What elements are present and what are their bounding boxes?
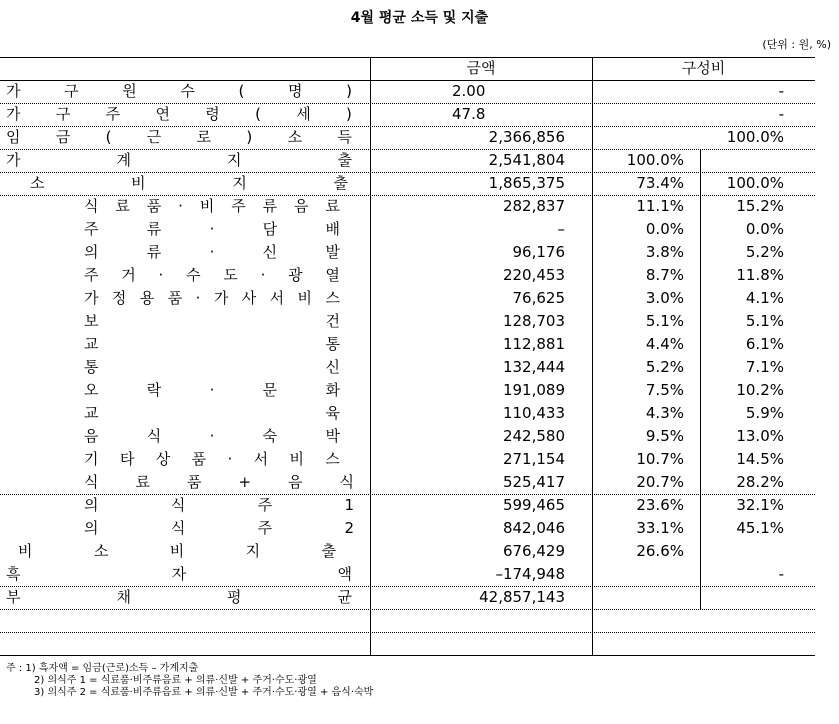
- table-row: [0, 540, 815, 563]
- ratio-household-cell: 7.5%: [645, 381, 684, 399]
- ratio-consumption-cell: 5.9%: [745, 404, 784, 422]
- row-label: 가 구 원 수 ( 명 ): [6, 82, 352, 100]
- ratio-consumption-cell: 0.0%: [745, 220, 784, 238]
- row-label: 의 식 주 1: [84, 496, 354, 514]
- row-label: 교 통: [84, 335, 340, 353]
- column-divider: [370, 57, 371, 655]
- amount-cell: 132,444: [502, 358, 565, 376]
- row-label: 의 류 · 신 발: [84, 243, 340, 261]
- amount-cell: 76,625: [512, 289, 565, 307]
- row-label: 가 구 주 연 령 ( 세 ): [6, 105, 352, 123]
- ratio-consumption-cell: -: [778, 82, 784, 100]
- ratio-consumption-cell: 5.2%: [745, 243, 784, 261]
- table-row: [0, 218, 815, 241]
- ratio-household-cell: 5.1%: [645, 312, 684, 330]
- ratio-consumption-cell: 14.5%: [736, 450, 784, 468]
- ratio-household-cell: 11.1%: [636, 197, 684, 215]
- ratio-household-cell: 5.2%: [645, 358, 684, 376]
- ratio-consumption-cell: -: [778, 565, 784, 583]
- amount-cell: 220,453: [502, 266, 565, 284]
- row-divider: [0, 80, 815, 81]
- row-divider: [0, 57, 815, 58]
- table-row: [0, 563, 815, 586]
- row-label: 주 류 · 담 배: [84, 220, 340, 238]
- amount-cell: 42,857,143: [479, 588, 565, 606]
- amount-cell: 676,429: [502, 542, 565, 560]
- amount-cell: 1,865,375: [488, 174, 565, 192]
- ratio-consumption-cell: 6.1%: [745, 335, 784, 353]
- row-label: 소 비 지 출: [30, 174, 348, 192]
- table-row: [0, 379, 815, 402]
- ratio-household-cell: [592, 103, 684, 126]
- amount-cell: 282,837: [502, 197, 565, 215]
- table-row: [0, 494, 815, 517]
- ratio-consumption-cell: 32.1%: [736, 496, 784, 514]
- ratio-household-cell: 4.3%: [645, 404, 684, 422]
- ratio-consumption-cell: [700, 586, 784, 609]
- table-row: [0, 149, 815, 172]
- header-ratio: 구성비: [681, 59, 726, 77]
- row-divider: [0, 609, 815, 610]
- ratio-consumption-cell: 7.1%: [745, 358, 784, 376]
- unit-note: (단위 : 원, %): [762, 38, 831, 51]
- ratio-household-cell: [592, 126, 684, 149]
- row-label: 보 건: [84, 312, 340, 330]
- amount-cell: 271,154: [502, 450, 565, 468]
- ratio-household-cell: 73.4%: [636, 174, 684, 192]
- row-label: 비 소 비 지 출: [18, 542, 336, 560]
- ratio-consumption-cell: 13.0%: [736, 427, 784, 445]
- row-label: 음 식 · 숙 박: [84, 427, 340, 445]
- ratio-consumption-cell: 11.8%: [736, 266, 784, 284]
- row-label: 오 락 · 문 화: [84, 381, 340, 399]
- row-label: 주 거 · 수 도 · 광 열: [84, 266, 340, 284]
- column-divider: [592, 57, 593, 655]
- ratio-household-cell: 3.8%: [645, 243, 684, 261]
- table-row: [0, 517, 815, 540]
- ratio-consumption-cell: -: [778, 105, 784, 123]
- row-label: 가 계 지 출: [6, 151, 352, 169]
- table-row: [0, 287, 815, 310]
- page-title: 4월 평균 소득 및 지출: [350, 10, 489, 26]
- amount-cell: 110,433: [502, 404, 565, 422]
- amount-cell: 2,366,856: [488, 128, 565, 146]
- row-label: 흑 자 액: [6, 565, 352, 583]
- ratio-consumption-cell: 15.2%: [736, 197, 784, 215]
- ratio-household-cell: 20.7%: [636, 473, 684, 491]
- row-label: 부 채 평 균: [6, 588, 352, 606]
- ratio-household-cell: 8.7%: [645, 266, 684, 284]
- amount-cell: 96,176: [512, 243, 565, 261]
- footnote-3: 3) 의식주 2 = 식료품·비주류음료 + 의류·신발 + 주거·수도·광열 + 음식·숙박: [34, 687, 374, 698]
- amount-cell: –174,948: [495, 565, 565, 583]
- amount-cell: 599,465: [502, 496, 565, 514]
- ratio-consumption-cell: 45.1%: [736, 519, 784, 537]
- ratio-household-cell: 26.6%: [636, 542, 684, 560]
- column-divider: [700, 149, 701, 609]
- table-row: [0, 195, 815, 218]
- ratio-household-cell: 100.0%: [626, 151, 684, 169]
- footnote-1: 주 : 1) 흑자액 = 임금(근로)소득 – 가계지출: [6, 663, 199, 674]
- amount-cell: 191,089: [502, 381, 565, 399]
- table-row: [0, 471, 815, 494]
- row-divider: [0, 149, 815, 150]
- table-row: [0, 356, 815, 379]
- row-label: 교 육: [84, 404, 340, 422]
- ratio-consumption-cell: [700, 540, 784, 563]
- row-label: 통 신: [84, 358, 340, 376]
- row-label: 가 정 용 품 · 가 사 서 비 스: [84, 289, 340, 307]
- header-amount: 금액: [466, 59, 496, 77]
- ratio-household-cell: 23.6%: [636, 496, 684, 514]
- ratio-consumption-cell: 5.1%: [745, 312, 784, 330]
- amount-cell: 842,046: [502, 519, 565, 537]
- amount-cell: –: [557, 220, 565, 238]
- row-label: 임 금 ( 근 로 ) 소 득: [6, 128, 352, 146]
- ratio-household-cell: 4.4%: [645, 335, 684, 353]
- ratio-consumption-cell: 10.2%: [736, 381, 784, 399]
- row-divider: [0, 172, 815, 173]
- table-row: [0, 586, 815, 609]
- ratio-household-cell: 33.1%: [636, 519, 684, 537]
- row-divider: [0, 655, 815, 656]
- amount-cell: 112,881: [502, 335, 565, 353]
- table-row: [0, 402, 815, 425]
- amount-cell: 2,541,804: [488, 151, 565, 169]
- table-row: [0, 333, 815, 356]
- row-divider: [0, 195, 815, 196]
- ratio-consumption-cell: 28.2%: [736, 473, 784, 491]
- ratio-consumption-cell: 100.0%: [726, 128, 784, 146]
- ratio-household-cell: [592, 586, 684, 609]
- table-row: [0, 172, 815, 195]
- row-divider: [0, 126, 815, 127]
- ratio-household-cell: [592, 563, 684, 586]
- ratio-household-cell: 9.5%: [645, 427, 684, 445]
- footnotes: [6, 663, 373, 699]
- row-divider: [0, 494, 815, 495]
- row-divider: [0, 586, 815, 587]
- amount-cell: 242,580: [502, 427, 565, 445]
- amount-cell: 47.8: [452, 105, 486, 123]
- amount-cell: 128,703: [502, 312, 565, 330]
- row-label: 기 타 상 품 · 서 비 스: [84, 450, 340, 468]
- ratio-consumption-cell: 100.0%: [726, 174, 784, 192]
- row-label: 식 료 품 + 음 식: [84, 473, 354, 491]
- table-row: [0, 264, 815, 287]
- row-divider: [0, 632, 815, 633]
- table-row: [0, 448, 815, 471]
- ratio-household-cell: 0.0%: [645, 220, 684, 238]
- footnote-2: 2) 의식주 1 = 식료품·비주류음료 + 의류·신발 + 주거·수도·광열: [34, 675, 317, 686]
- row-divider: [0, 103, 815, 104]
- ratio-household-cell: [592, 80, 684, 103]
- ratio-household-cell: 10.7%: [636, 450, 684, 468]
- table-row: [0, 80, 815, 103]
- amount-cell: 2.00: [452, 82, 486, 100]
- table-row: [0, 310, 815, 333]
- table-row: [0, 103, 815, 126]
- table-row: [0, 126, 815, 149]
- ratio-household-cell: 3.0%: [645, 289, 684, 307]
- ratio-consumption-cell: 4.1%: [745, 289, 784, 307]
- row-label: 식 료 품 · 비 주 류 음 료: [84, 197, 340, 215]
- amount-cell: 525,417: [502, 473, 565, 491]
- row-label: 의 식 주 2: [84, 519, 354, 537]
- ratio-consumption-cell: [700, 149, 784, 172]
- table-row: [0, 425, 815, 448]
- table-row: [0, 241, 815, 264]
